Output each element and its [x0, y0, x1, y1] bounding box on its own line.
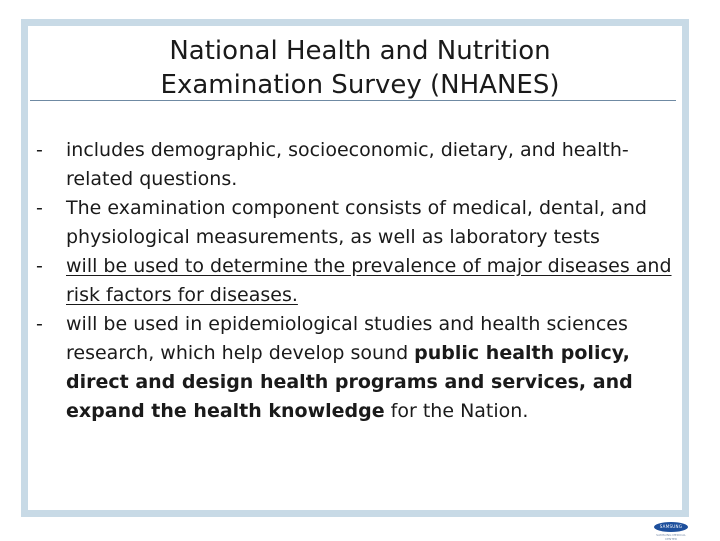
- bullet-marker: -: [36, 197, 43, 219]
- bullet-text: includes demographic, socioeconomic, dietary, and health-related questions.: [66, 139, 629, 190]
- bullet-marker: -: [36, 313, 43, 335]
- samsung-logo-icon: SAMSUNG: [654, 522, 688, 532]
- bullet-text-start: will be used in epidemiological studies and health sciences research, which help develop sound: [66, 313, 628, 364]
- slide-title-line-1: National Health and Nutrition: [169, 36, 551, 66]
- bullet-item: [36, 136, 676, 194]
- title-divider: [30, 100, 676, 101]
- bullet-text: The examination component consists of medical, dental, and physiological measurements, as well as laboratory tests: [66, 197, 647, 248]
- bullet-item: [36, 310, 676, 426]
- slide-title: [0, 34, 720, 102]
- samsung-logo-subtitle: SAMSUNG MEDICAL CENTER: [656, 533, 686, 541]
- bullet-item: [36, 252, 676, 310]
- bullet-text-bold: public health policy, direct and design health programs and services, and expand the health knowledge: [66, 342, 633, 422]
- bullet-marker: -: [36, 139, 43, 161]
- samsung-logo: [654, 522, 688, 541]
- bullet-marker: -: [36, 255, 43, 277]
- bullet-text-underlined: will be used to determine the prevalence of major diseases and risk factors for diseases.: [66, 255, 672, 306]
- bullet-list: [36, 136, 676, 426]
- bullet-text-end: for the Nation.: [384, 400, 529, 422]
- bullet-item: [36, 194, 676, 252]
- slide-title-line-2: Examination Survey (NHANES): [160, 70, 560, 100]
